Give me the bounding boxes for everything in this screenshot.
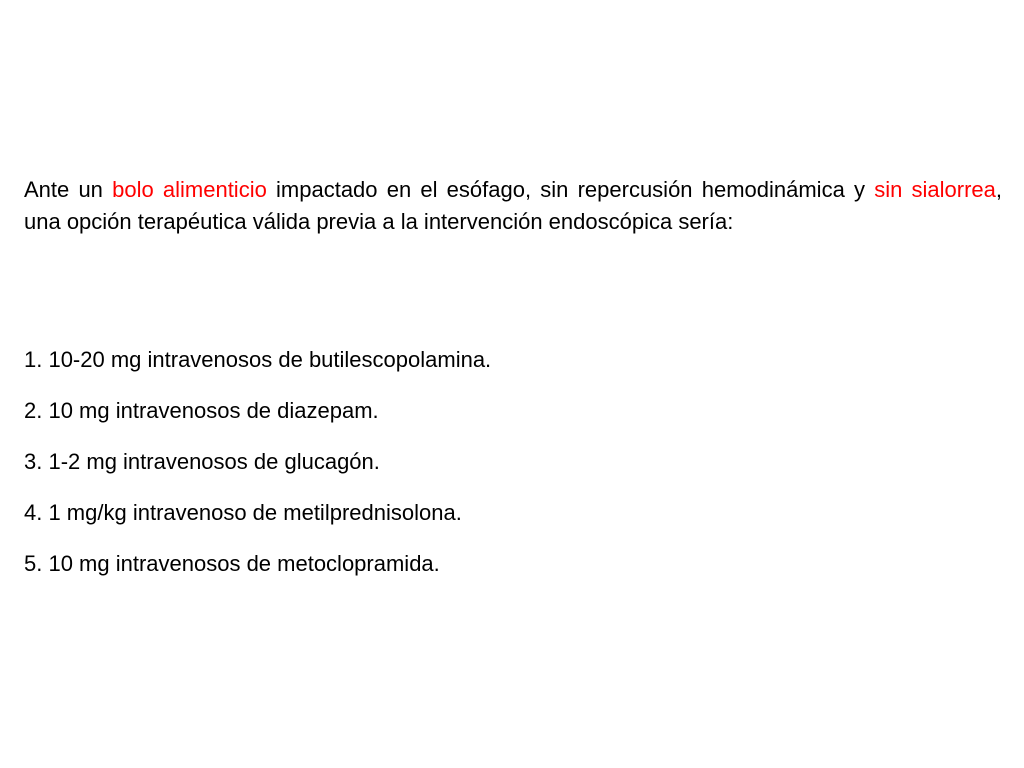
highlight-bolo-alimenticio: bolo alimenticio (112, 177, 267, 202)
answer-option-3: 3. 1-2 mg intravenosos de glucagón. (24, 449, 380, 474)
answer-option-1: 1. 10-20 mg intravenosos de butilescopolamina. (24, 347, 492, 372)
answer-options-list (24, 344, 1002, 599)
question-part-1: Ante un (24, 177, 113, 202)
answer-option-4: 4. 1 mg/kg intravenoso de metilprednisolona. (24, 500, 462, 525)
question-part-2: impactado en el esófago, sin repercusión hemodinámica y (266, 177, 875, 202)
answer-option-5: 5. 10 mg intravenosos de metoclopramida. (24, 551, 440, 576)
question-part-3: , una opción terapéutica válida previa a la intervención endoscópica sería: (24, 177, 1002, 234)
question-text (24, 174, 1002, 238)
answer-option-2: 2. 10 mg intravenosos de diazepam. (24, 398, 379, 423)
highlight-sin-sialorrea: sin sialorrea (874, 177, 996, 202)
